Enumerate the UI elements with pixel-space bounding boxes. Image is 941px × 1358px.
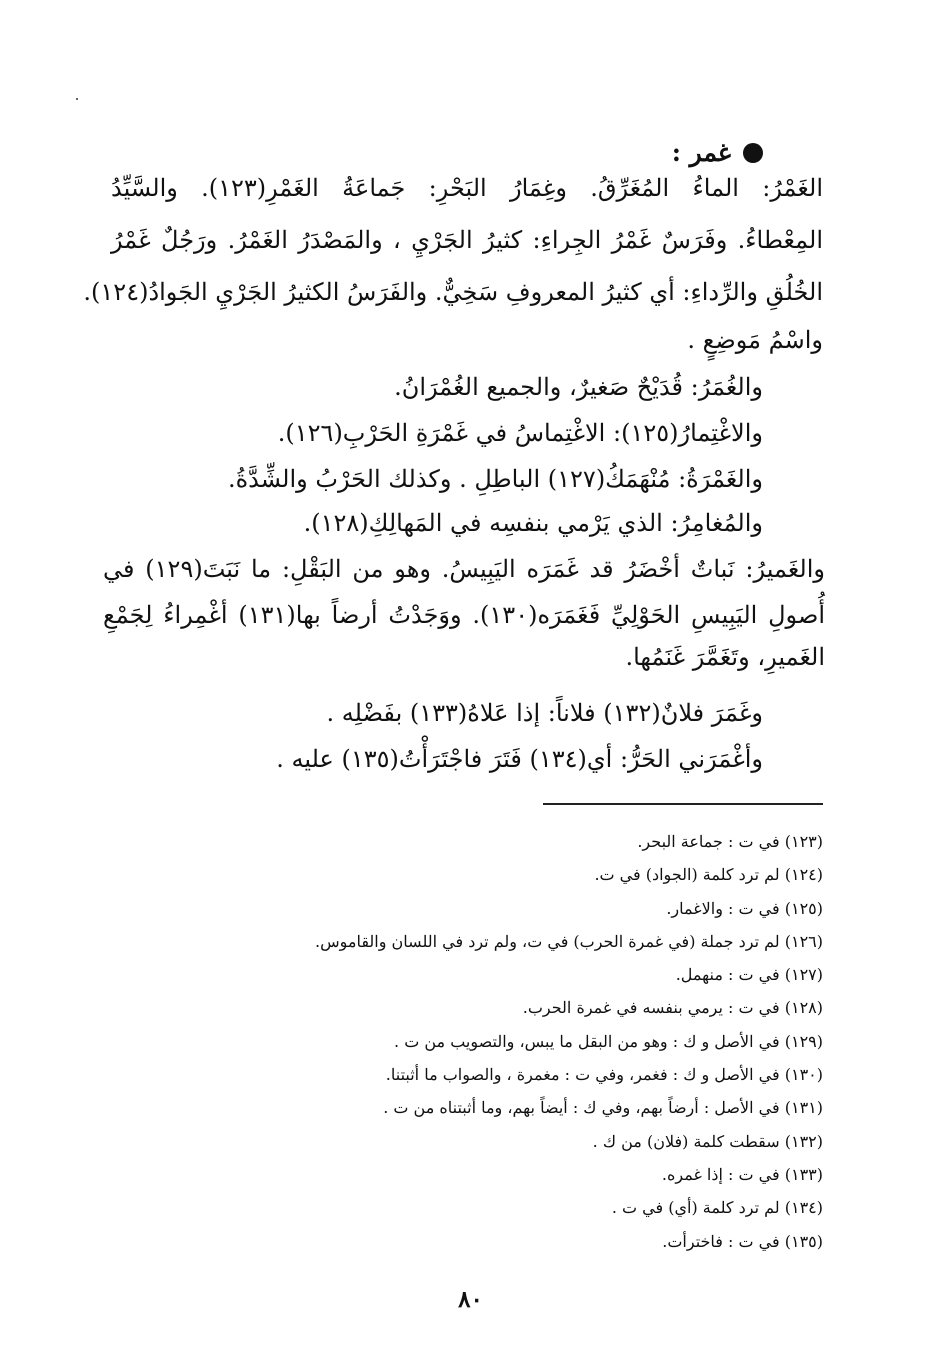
entry-heading-text: غمر : — [671, 138, 731, 167]
entry-heading — [672, 138, 763, 167]
footnote-126: (١٢٦) لم ترد جملة (في غمرة الحرب) في ت، ولم ترد في اللسان والقاموس. — [314, 932, 823, 951]
footnote-123: (١٢٣) في ت : جماعة البحر. — [637, 832, 823, 851]
footnote-129: (١٢٩) في الأصل و ك : وهو من البقل ما يبس، والتصويب من ت . — [394, 1032, 823, 1051]
paragraph-1-line-2: المِعْطاءُ. وفَرَسٌ غَمْرُ الجِراءِ: كثيرُ الجَرْيِ ، والمَصْدَرُ الغَمْرُ. ورَجُلٌ غَمْرُ — [111, 226, 823, 254]
paragraph-3-line-2: وأغْمَرَني الحَرُّ: أي(١٣٤) فَتَرَ فاجْتَرَأْتُ(١٣٥) عليه . — [276, 745, 763, 773]
footnote-132: (١٣٢) سقطت كلمة (فلان) من ك . — [592, 1132, 823, 1151]
paragraph-1-line-4: واسْمُ مَوضِعٍ . — [687, 326, 823, 354]
filled-circle-icon — [743, 143, 763, 163]
scan-speck — [76, 98, 78, 100]
footnote-133: (١٣٣) في ت : إذا غمره. — [661, 1165, 823, 1184]
paragraph-2-line-1: والغُمَرُ: قُدَيْحٌ صَغيرٌ، والجميع الغُمْرَانُ. — [394, 373, 763, 401]
footnote-134: (١٣٤) لم ترد كلمة (أي) في ت . — [611, 1198, 823, 1217]
paragraph-1-line-3: الخُلُقِ والرِّداءِ: أي كثيرُ المعروفِ سَخِيٌّ. والفَرَسُ الكثيرُ الجَرْيِ الجَوادُ(١٢٤). — [83, 278, 823, 306]
footnote-128: (١٢٨) في ت : يرمي بنفسه في غمرة الحرب. — [522, 998, 823, 1017]
footnote-130: (١٣٠) في الأصل و ك : فغمر، وفي ت : مغمرة ، والصواب ما أثبتنا. — [385, 1065, 823, 1084]
paragraph-2-line-3: والغَمْرَةُ: مُنْهَمَكُ(١٢٧) الباطِلِ . وكذلك الحَرْبُ والشِّدَّةُ. — [227, 465, 763, 493]
paragraph-2-line-2: والاغْتِمارُ(١٢٥): الاغْتِماسُ في غَمْرَةِ الحَرْبِ(١٢٦). — [277, 419, 763, 447]
page-number: ٨٠ — [458, 1286, 483, 1313]
paragraph-2-line-4: والمُغامِرُ: الذي يَرْمي بنفسِه في المَهالِكِ(١٢٨). — [303, 509, 763, 537]
footnote-131: (١٣١) في الأصل : أرضاً بهم، وفي ك : أيضاً بهم، وما أثبتناه من ت . — [383, 1098, 823, 1117]
footnote-125: (١٢٥) في ت : والاغمار. — [666, 899, 823, 918]
paragraph-2-line-7: الغَميرِ، وتَغَمَّرَ غَنَمُها. — [625, 643, 825, 671]
footnote-124: (١٢٤) لم ترد كلمة (الجواد) في ت. — [594, 865, 823, 884]
paragraph-3-line-1: وغَمَرَ فلانٌ(١٣٢) فلاناً: إذا عَلاهُ(١٣٣) بفَضْلِه . — [326, 699, 763, 727]
footnote-separator — [543, 803, 823, 805]
paragraph-2-line-6: أُصولِ اليَبِيسِ الحَوْلِيِّ فَغَمَرَه(١٣٠). ووَجَدْتُ أرضاً بها(١٣١) أغْمِراءُ لِجَمْعِ — [103, 601, 825, 629]
footnote-127: (١٢٧) في ت : منهمل. — [675, 965, 823, 984]
footnote-135: (١٣٥) في ت : فاخترأت. — [662, 1232, 823, 1251]
paragraph-2-line-5: والغَميرُ: نَباتٌ أخْضَرُ قد غَمَرَه اليَبِيسُ. وهو من البَقْلِ: ما نَبَتَ(١٢٩) في — [103, 555, 826, 583]
paragraph-1-line-1: الغَمْرُ: الماءُ المُغَرِّقُ. وغِمَارُ البَحْرِ: جَماعَةُ الغَمْرِ(١٢٣). والسَّيِّدُ — [111, 174, 823, 202]
